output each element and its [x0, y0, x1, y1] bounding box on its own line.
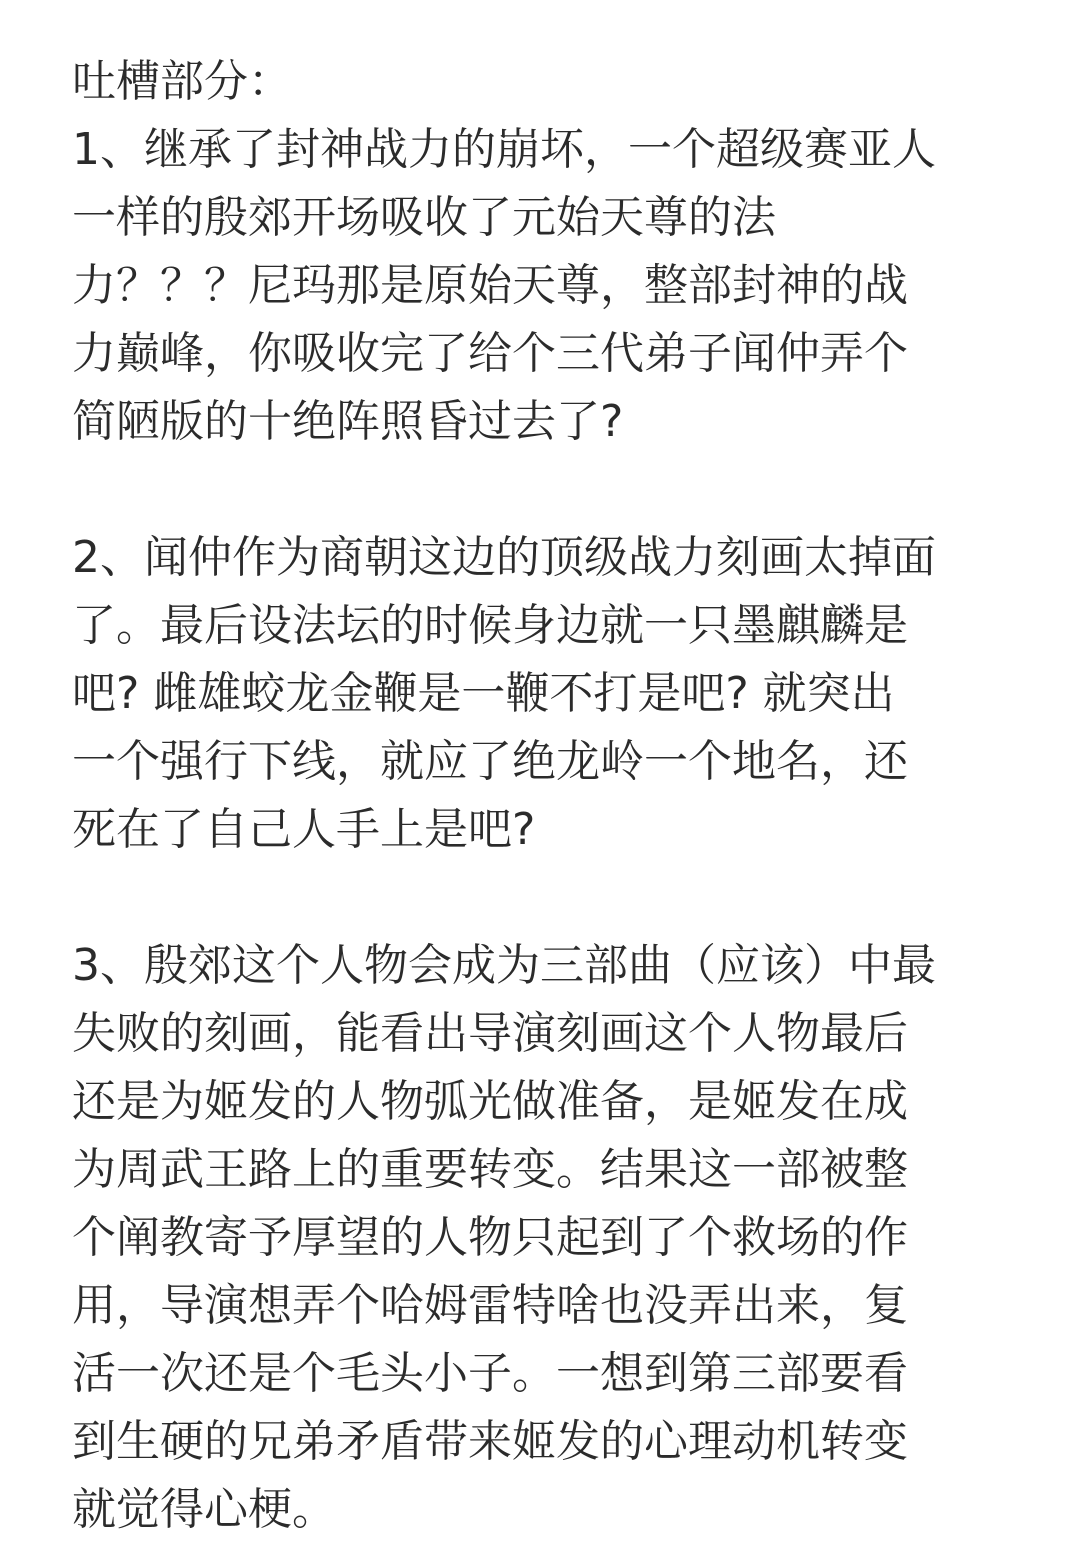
- paragraph-spacer: [72, 456, 1012, 524]
- paragraph-line: 个阐教寄予厚望的人物只起到了个救场的作: [72, 1212, 908, 1263]
- paragraph-line: 失败的刻画，能看出导演刻画这个人物最后: [72, 1008, 908, 1059]
- paragraph-line: 吧? 雌雄蛟龙金鞭是一鞭不打是吧? 就突出: [72, 668, 895, 719]
- paragraph-line: 3、殷郊这个人物会成为三部曲（应该）中最: [72, 940, 936, 991]
- paragraph-line: 一个强行下线，就应了绝龙岭一个地名，还: [72, 736, 908, 787]
- paragraph-line: 1、继承了封神战力的崩坏，一个超级赛亚人: [72, 124, 936, 175]
- paragraph-line: 力巅峰，你吸收完了给个三代弟子闻仲弄个: [72, 328, 908, 379]
- paragraph-line: 力？？？尼玛那是原始天尊，整部封神的战: [72, 260, 908, 311]
- paragraph-1: [72, 116, 1012, 456]
- paragraph-line: 就觉得心梗。: [72, 1484, 336, 1535]
- paragraph-2: [72, 524, 1012, 864]
- paragraph-line: 2、闻仲作为商朝这边的顶级战力刻画太掉面: [72, 532, 936, 583]
- paragraph-line: 死在了自己人手上是吧?: [72, 804, 536, 855]
- paragraph-line: 用，导演想弄个哈姆雷特啥也没弄出来，复: [72, 1280, 908, 1331]
- paragraph-line: 为周武王路上的重要转变。结果这一部被整: [72, 1144, 908, 1195]
- document-body: [72, 48, 1012, 1544]
- paragraph-line: 到生硬的兄弟矛盾带来姬发的心理动机转变: [72, 1416, 908, 1467]
- paragraph-line: 简陋版的十绝阵照昏过去了?: [72, 396, 624, 447]
- paragraph-spacer: [72, 864, 1012, 932]
- paragraph-line: 还是为姬发的人物弧光做准备，是姬发在成: [72, 1076, 908, 1127]
- paragraph-3: [72, 932, 1012, 1544]
- paragraph-line: 一样的殷郊开场吸收了元始天尊的法: [72, 192, 776, 243]
- paragraph-line: 了。最后设法坛的时候身边就一只墨麒麟是: [72, 600, 908, 651]
- paragraph-line: 活一次还是个毛头小子。一想到第三部要看: [72, 1348, 908, 1399]
- section-heading: 吐槽部分：: [72, 56, 292, 107]
